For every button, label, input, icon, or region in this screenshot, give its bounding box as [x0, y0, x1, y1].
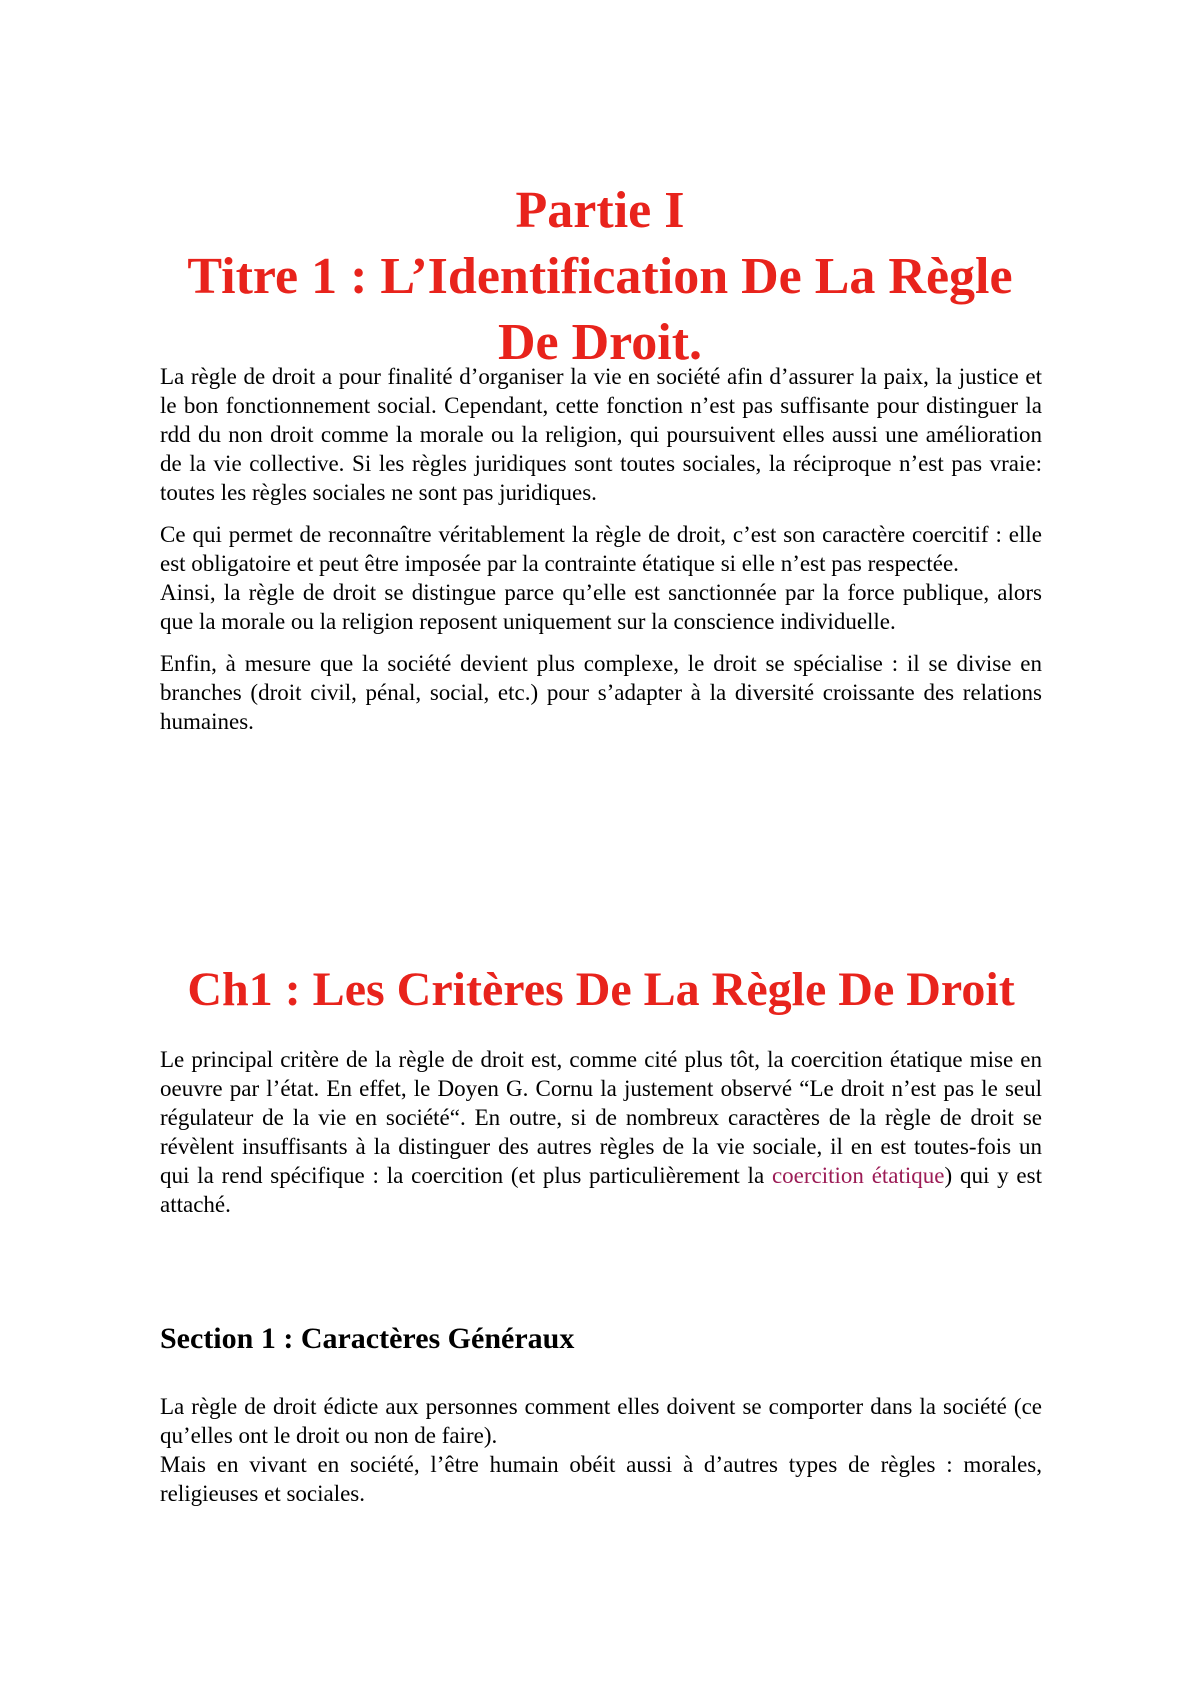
chapter-1-paragraph — [160, 1045, 1042, 1219]
section-1-paragraph-2: Mais en vivant en société, l’être humain obéit aussi à d’autres types de règles : morales, religieuses et sociales. — [160, 1452, 1042, 1506]
part-heading: Partie I — [515, 182, 685, 239]
intro-text — [160, 362, 1042, 736]
coercition-etatique-highlight: coercition étatique — [771, 1163, 945, 1188]
intro-paragraph-3: Ainsi, la règle de droit se distingue parce qu’elle est sanctionnée par la force publique, alors que la morale ou la religion reposent uniquement sur la conscience individuelle. — [160, 580, 1042, 634]
section-1-text — [160, 1392, 1042, 1508]
chapter-1-title: Ch1 : Les Critères De La Règle De Droit — [187, 963, 1015, 1016]
chapter-1-text-after: ) qui y est attaché. — [160, 1163, 1042, 1217]
section-1-paragraph-1: La règle de droit édicte aux personnes comment elles doivent se comporter dans la société (ce qu’elles ont le droit ou non de faire). — [160, 1394, 1042, 1448]
title-line-2: De Droit. — [497, 314, 703, 371]
chapter-1-text-before: Le principal critère de la règle de droit est, comme cité plus tôt, la coercition étatique mise en oeuvre par l’état. En effet, le Doyen G. Cornu la justement observé “Le droit n’est pas le seul régulateur de la vie en société“. En outre, si de nombreux caractères de la règle de droit se révèlent insuffisants à la distinguer des autres règles de la vie sociale, il en est toutes-fois un qui la rend spécifique : la coercition (et plus particulièrement la — [160, 1047, 1042, 1188]
chapter-1-text — [160, 1045, 1042, 1219]
main-title — [140, 178, 1060, 376]
intro-paragraph-1: La règle de droit a pour finalité d’organiser la vie en société afin d’assurer la paix, la justice et le bon fonctionnement social. Cependant, cette fonction n’est pas suffisante pour distinguer la rdd du non droit comme la morale ou la religion, qui poursuivent elles aussi une amélioration de la vie collective. Si les règles juridiques sont toutes sociales, la réciproque n’est pas vraie: toutes les règles sociales ne sont pas juridiques. — [160, 364, 1042, 505]
intro-paragraph-4: Enfin, à mesure que la société devient plus complexe, le droit se spécialise : il se divise en branches (droit civil, pénal, social, etc.) pour s’adapter à la diversité croissante des relations humaines. — [160, 651, 1042, 734]
intro-paragraph-2: Ce qui permet de reconnaître véritablement la règle de droit, c’est son caractère coercitif : elle est obligatoire et peut être imposée par la contrainte étatique si elle n’est pas respectée. — [160, 522, 1042, 576]
title-line-1: Titre 1 : L’Identification De La Règle — [187, 248, 1013, 305]
section-1-title: Section 1 : Caractères Généraux — [160, 1322, 575, 1355]
